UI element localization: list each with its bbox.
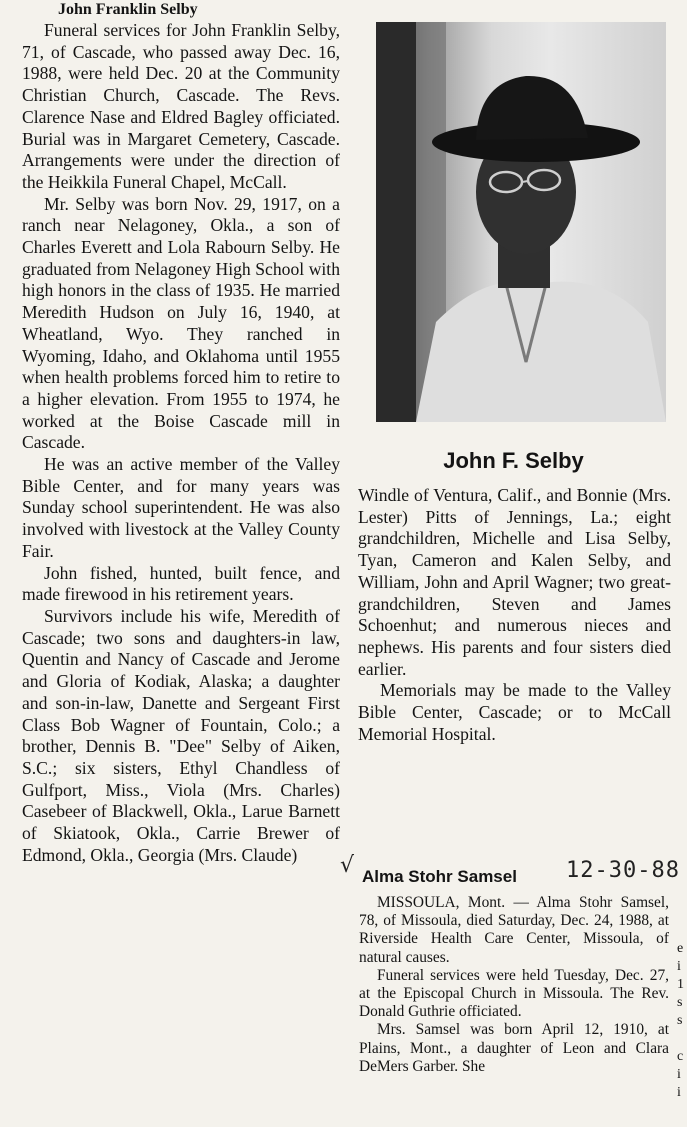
- obituary-paragraph: John fished, hunted, built fence, and made firewood in his retirement years.: [22, 562, 340, 605]
- obituary-paragraph: He was an active member of the Valley Bible Center, and for many years was Sunday school superintendent. He was also involved with livestock at the Valley County Fair.: [22, 454, 340, 561]
- portrait-illustration: [376, 22, 666, 422]
- obituary-title: Alma Stohr Samsel: [362, 867, 517, 886]
- obituary-body: [22, 20, 340, 866]
- obituary-selby-column: [22, 0, 340, 866]
- obituary-paragraph: Mr. Selby was born Nov. 29, 1917, on a ranch near Nelagoney, Okla., a son of Charles Everett and Lola Rabourn Selby. He graduated from Nelagoney High School with high honors in the class of 1935. He married Meredith Hudson on July 16, 1940, at Wheatland, Wyo. They ranched in Wyoming, Idaho, and Oklahoma until 1955 when health problems forced him to retire to a higher elevation. From 1955 to 1974, he worked at the Boise Cascade mill in Cascade.: [22, 193, 340, 453]
- handwritten-date: 12-30-88: [566, 858, 680, 883]
- obituary-paragraph: Funeral services for John Franklin Selby, 71, of Cascade, who passed away Dec. 16, 1988, were held Dec. 20 at the Community Christian Church, Cascade. The Revs. Clarence Nase and Eldred Bagley officiated. Burial was in Margaret Cemetery, Cascade. Arrangements were under the direction of the Heikkila Funeral Chapel, McCall.: [22, 20, 340, 192]
- photo-caption: John F. Selby: [443, 448, 584, 473]
- check-mark-icon: √: [340, 853, 355, 878]
- obituary-continuation: [358, 485, 671, 745]
- cut-off-column-fragment: e i 1 s s c i i: [677, 941, 684, 1100]
- obituary-paragraph: Survivors include his wife, Meredith of Cascade; two sons and daughters-in law, Quentin and Nancy of Cascade and Jerome and Gloria of Kodiak, Alaska; a daughter and son-in-law, Danette and Sergeant First Class Bob Wagner of Fountain, Colo.; a brother, Dennis B. "Dee" Selby of Aiken, S.C.; six sisters, Ethyl Chandless of Gulfport, Miss., Viola (Mrs. Charles) Casebeer of Blackwell, Okla., Larue Barnett of Skiatook, Okla., Carrie Brewer of Edmond, Okla., Georgia (Mrs. Claude): [22, 605, 340, 865]
- obituary-paragraph: Funeral services were held Tuesday, Dec. 27, at the Episcopal Church in Missoula. The Rev. Donald Guthrie officiated.: [359, 966, 669, 1021]
- obituary-paragraph: Windle of Ventura, Calif., and Bonnie (Mrs. Lester) Pitts of Jennings, La.; eight grandchildren, Michelle and Lisa Selby, Tyan, Cameron and Kalen Selby, and William, John and April Wagner; two great-grandchildren, Steven and James Schoenhut; and numerous nieces and nephews. His parents and four sisters died earlier.: [358, 485, 671, 679]
- obituary-paragraph: MISSOULA, Mont. — Alma Stohr Samsel, 78, of Missoula, died Saturday, Dec. 24, 1988, at Riverside Health Care Center, Missoula, of natural causes.: [359, 894, 669, 966]
- obituary-samsel-body: [359, 894, 669, 1076]
- obituary-title: John Franklin Selby: [58, 1, 198, 18]
- portrait-photo: [376, 22, 666, 422]
- obituary-paragraph: Memorials may be made to the Valley Bible Center, Cascade; or to McCall Memorial Hospital.: [358, 680, 671, 744]
- obituary-paragraph: Mrs. Samsel was born April 12, 1910, at Plains, Mont., a daughter of Leon and Clara DeMers Garber. She: [359, 1021, 669, 1075]
